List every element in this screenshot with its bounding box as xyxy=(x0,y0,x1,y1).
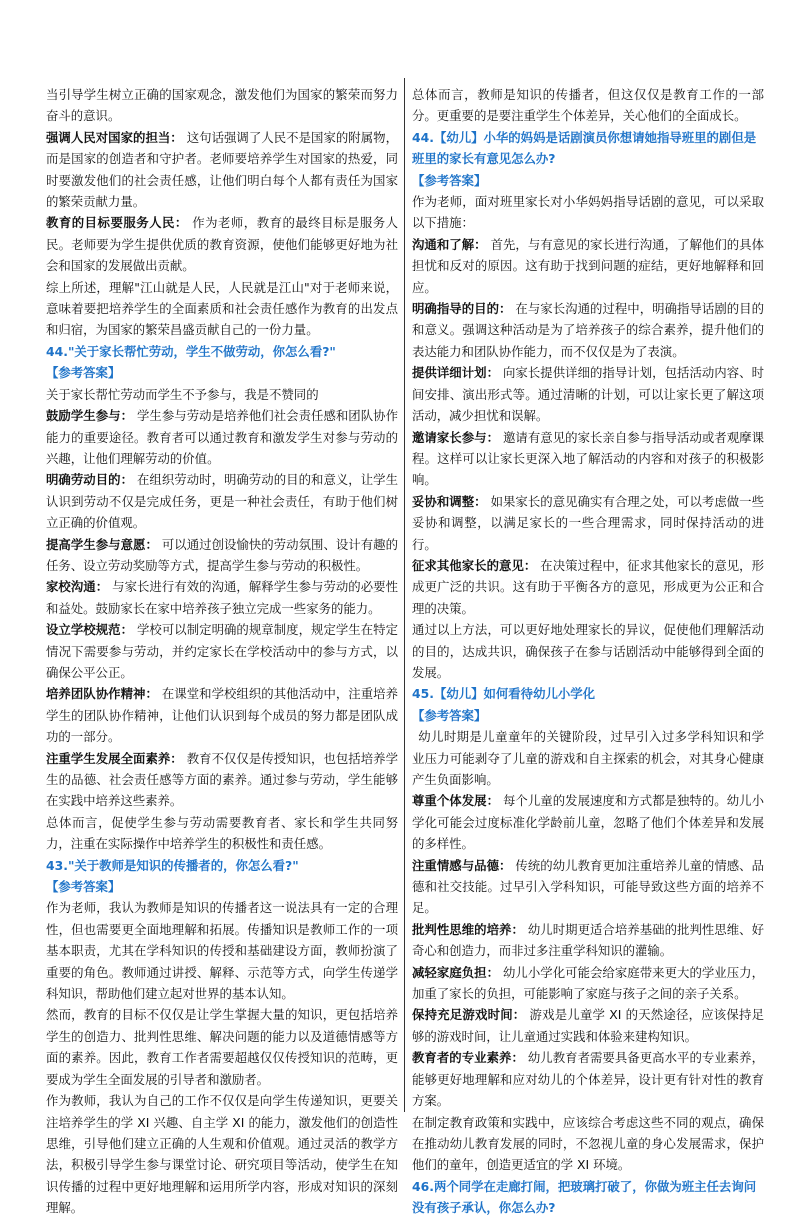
paragraph-text: 幼儿时期更适合培养基础的批判性思维、好奇心和创造力，而非过多注重学科知识的灌输。 xyxy=(412,921,764,959)
paragraph-text: 幼儿小学化可能会给家庭带来更大的学业压力，加重了家长的负担，可能影响了家庭与孩子之间的亲子关系。 xyxy=(412,964,764,1002)
paragraph-text: 与家长进行有效的沟通，解释学生参与劳动的必要性和益处。鼓励家长在家中培养孩子独立完成一些家务的能力。 xyxy=(46,579,398,616)
left-column xyxy=(46,84,398,1219)
reference-answer-label: 【参考答案】 xyxy=(412,172,487,188)
paragraph xyxy=(46,619,398,683)
paragraph xyxy=(46,469,398,533)
paragraph: 作为老师，面对班里家长对小华妈妈指导话剧的意见，可以采取以下措施： xyxy=(412,194,764,231)
paragraph-label: 尊重个体发展： xyxy=(412,793,500,809)
paragraph-text: 向家长提供详细的指导计划，包括活动内容、时间安排、演出形式等。通过清晰的计划，可以让家长更了解这项活动，减少担忧和误解。 xyxy=(412,365,764,424)
paragraph: 在制定教育政策和实践中，应该综合考虑这些不同的观点，确保在推动幼儿教育发展的同时，不忽视儿童的身心发展需求，保护他们的童年，创造更适宜的学 XI 环境。 xyxy=(412,1114,764,1173)
paragraph: 关于家长帮忙劳动而学生不予参与，我是不赞同的 xyxy=(46,386,319,402)
paragraph-label: 批判性思维的培养： xyxy=(412,921,524,937)
reference-answer-label: 【参考答案】 xyxy=(412,707,487,723)
paragraph-text: 作为老师，教育的最终目标是服务人民。老师要为学生提供优质的教育资源，使他们能够更好地为社会和国家的发展做出贡献。 xyxy=(46,215,398,274)
paragraph-label: 减轻家庭负担： xyxy=(412,964,500,980)
question-heading: 45.【幼儿】如何看待幼儿小学化 xyxy=(412,686,596,702)
paragraph xyxy=(46,576,398,619)
paragraph xyxy=(412,962,764,1005)
paragraph-label: 鼓励学生参与： xyxy=(46,408,134,424)
paragraph: 总体而言，促使学生参与劳动需要教育者、家长和学生共同努力，注重在实际操作中培养学生的积极性和责任感。 xyxy=(46,814,398,852)
paragraph: 当引导学生树立正确的国家观念，激发他们为国家的繁荣而努力奋斗的意识。 xyxy=(46,87,398,124)
paragraph-label: 保持充足游戏时间： xyxy=(412,1007,526,1023)
paragraph xyxy=(412,555,764,619)
paragraph-label: 家校沟通： xyxy=(46,579,109,595)
question-heading: 44."关于家长帮忙劳动，学生不做劳动，你怎么看?" xyxy=(46,343,336,359)
paragraph xyxy=(412,855,764,919)
paragraph-label: 强调人民对国家的担当： xyxy=(46,129,183,145)
right-column xyxy=(412,84,764,1219)
paragraph xyxy=(46,127,398,213)
reference-answer-label: 【参考答案】 xyxy=(46,879,121,895)
paragraph-label: 设立学校规范： xyxy=(46,622,134,638)
paragraph-text: 在与家长沟通的过程中，明确指导话剧的目的和意义。强调这种活动是为了培养孩子的综合素养，提升他们的表达能力和团队协作能力，而不仅仅是为了表演。 xyxy=(412,301,764,359)
paragraph-label: 妥协和调整： xyxy=(412,493,487,509)
paragraph: 然而，教育的目标不仅仅是让学生掌握大量的知识，更包括培养学生的创造力、批判性思维、解决问题的能力以及道德情感等方面的素养。因此，教育工作者需要超越仅仅传授知识的范畴，更要成为学生全面发展的引导者和激励者。 xyxy=(46,1007,398,1087)
paragraph xyxy=(412,790,764,854)
paragraph-text: 邀请有意见的家长亲自参与指导活动或者观摩课程。这样可以让家长更深入地了解活动的内容和对孩子的积极影响。 xyxy=(412,429,764,488)
paragraph-label: 征求其他家长的意见： xyxy=(412,557,537,573)
paragraph: 幼儿时期是儿童童年的关键阶段，过早引入过多学科知识和学业压力可能剥夺了儿童的游戏和自主探索的机会，对其身心健康产生负面影响。 xyxy=(412,729,764,787)
paragraph-text: 可以通过创设愉快的劳动氛围、设计有趣的任务、设立劳动奖励等方式，提高学生参与劳动的积极性。 xyxy=(46,536,398,573)
paragraph-text: 游戏是儿童学 XI 的天然途径，应该保持足够的游戏时间，让儿童通过实践和体验来建构知识。 xyxy=(412,1007,764,1044)
paragraph-text: 在组织劳动时，明确劳动的目的和意义，让学生认识到劳动不仅是完成任务，更是一种社会责任，有助于他们树立正确的价值观。 xyxy=(46,472,398,531)
paragraph-text: 学生参与劳动是培养他们社会责任感和团队协作能力的重要途径。教育者可以通过教育和激发学生对参与劳动的兴趣，让他们理解劳动的价值。 xyxy=(46,408,398,466)
paragraph-text: 这句话强调了人民不是国家的附属物，而是国家的创造者和守护者。老师要培养学生对国家的热爱，同时要激发他们的社会责任感，让他们明白每个人都有责任为国家的繁荣贡献力量。 xyxy=(46,129,398,210)
paragraph xyxy=(412,919,764,962)
paragraph-label: 邀请家长参与： xyxy=(412,429,500,445)
paragraph: 作为老师，我认为教师是知识的传播者这一说法具有一定的合理性，但也需要更全面地理解和拓展。传播知识是教师工作的一项基本职责，尤其在学科知识的传授和基础建设方面，教师扮演了重要的角色。教师通过讲授、解释、示范等方式，向学生传递学科知识，帮助他们建立起对世界的基本认知。 xyxy=(46,900,398,1002)
paragraph: 总体而言，教师是知识的传播者，但这仅仅是教育工作的一部分。更重要的是要注重学生个体差异，关心他们的全面成长。 xyxy=(412,87,764,124)
paragraph xyxy=(46,534,398,577)
paragraph xyxy=(412,298,764,362)
paragraph-label: 提供详细计划： xyxy=(412,365,500,381)
paragraph-label: 注重情感与品德： xyxy=(412,857,512,873)
question-heading: 44.【幼儿】小华的妈妈是话剧演员你想请她指导班里的剧但是班里的家长有意见怎么办? xyxy=(412,129,757,167)
paragraph: 作为教师，我认为自己的工作不仅仅是向学生传递知识，更要关注培养学生的学 XI 兴趣、自主学 XI 的能力，激发他们的创造性思维，引导他们建立正确的人生观和价值观。通过灵活的教学方法，积极引导学生参与课堂讨论、研究项目等活动，使学生在知识传播的过程中更好地理解和运用所学内容，形成对知识的深刻理解。 xyxy=(46,1093,398,1216)
paragraph-text: 如果家长的意见确实有合理之处，可以考虑做一些妥协和调整，以满足家长的一些合理需求，同时保持活动的进行。 xyxy=(412,493,764,552)
paragraph xyxy=(412,427,764,491)
paragraph-text: 首先，与有意见的家长进行沟通，了解他们的具体担忧和反对的原因。这有助于找到问题的症结，更好地解释和回应。 xyxy=(412,236,764,295)
paragraph-label: 明确指导的目的： xyxy=(412,301,512,317)
paragraph-text: 在决策过程中，征求其他家长的意见，形成更广泛的共识。这有助于平衡各方的意见，形成更为公正和合理的决策。 xyxy=(412,557,764,616)
paragraph xyxy=(46,405,398,469)
paragraph-label: 教育者的专业素养： xyxy=(412,1050,524,1066)
paragraph-label: 教育的目标要服务人民： xyxy=(46,215,188,231)
paragraph xyxy=(412,491,764,555)
paragraph-text: 每个儿童的发展速度和方式都是独特的。幼儿小学化可能会过度标准化学龄前儿童，忽略了他们个体差异和发展的多样性。 xyxy=(412,793,764,852)
paragraph xyxy=(412,1004,764,1047)
paragraph xyxy=(46,683,398,747)
paragraph-text: 教育不仅仅是传授知识，也包括培养学生的品德、社会责任感等方面的素养。通过参与劳动，学生能够在实践中培养这些素养。 xyxy=(46,750,398,809)
paragraph xyxy=(46,212,398,276)
paragraph xyxy=(412,362,764,426)
reference-answer-label: 【参考答案】 xyxy=(46,365,121,381)
column-divider xyxy=(404,78,405,1112)
paragraph: 综上所述，理解"江山就是人民，人民就是江山"对于老师来说，意味着要把培养学生的全面素质和社会责任感作为教育的出发点和归宿，为国家的繁荣昌盛贡献自己的一份力量。 xyxy=(46,279,398,338)
paragraph-text: 在课堂和学校组织的其他活动中，注重培养学生的团队协作精神，让他们认识到每个成员的努力都是团队成功的一部分。 xyxy=(46,686,398,745)
paragraph-label: 培养团队协作精神： xyxy=(46,686,158,702)
paragraph: 通过以上方法，可以更好地处理家长的异议，促使他们理解活动的目的，达成共识，确保孩子在参与话剧活动中能够得到全面的发展。 xyxy=(412,622,764,680)
paragraph-label: 提高学生参与意愿： xyxy=(46,536,158,552)
paragraph xyxy=(46,748,398,812)
paragraph xyxy=(412,234,764,298)
paragraph-text: 学校可以制定明确的规章制度，规定学生在特定情况下需要参与劳动，并约定家长在学校活动中的参与方式，以确保公平公正。 xyxy=(46,622,398,680)
paragraph-label: 沟通和了解： xyxy=(412,236,487,252)
question-heading: 46.两个同学在走廊打闹，把玻璃打破了，你做为班主任去询问没有孩子承认，你怎么办? xyxy=(412,1178,757,1216)
question-heading: 43."关于教师是知识的传播者的，你怎么看?" xyxy=(46,857,299,873)
paragraph-label: 明确劳动目的： xyxy=(46,472,134,488)
paragraph-text: 幼儿教育者需要具备更高水平的专业素养，能够更好地理解和应对幼儿的个体差异，设计更有针对性的教育方案。 xyxy=(412,1050,764,1109)
paragraph xyxy=(412,1047,764,1111)
paragraph-text: 传统的幼儿教育更加注重培养儿童的情感、品德和社交技能。过早引入学科知识，可能导致这些方面的培养不足。 xyxy=(412,857,764,916)
paragraph-label: 注重学生发展全面素养： xyxy=(46,750,183,766)
